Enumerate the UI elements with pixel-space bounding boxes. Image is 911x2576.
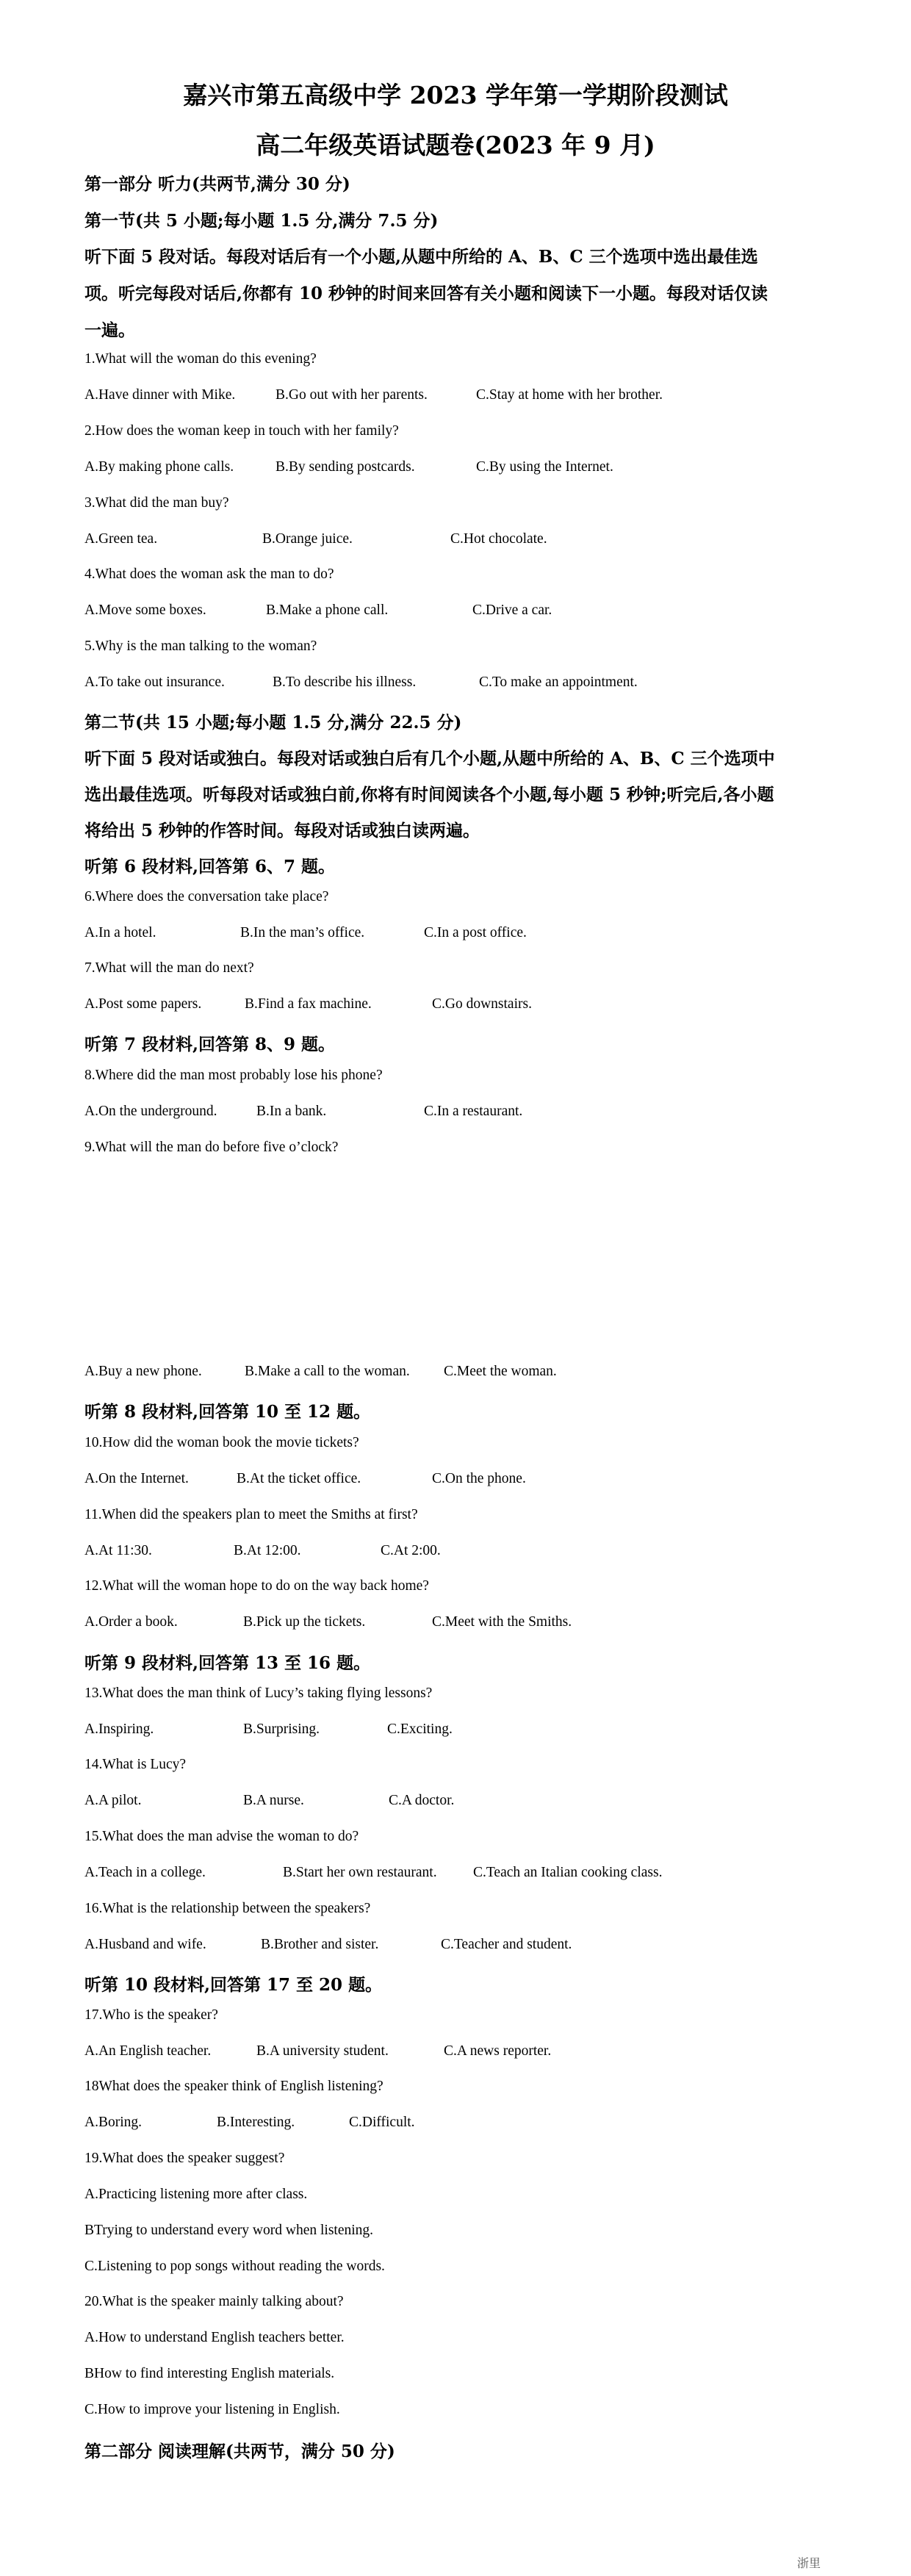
section2-heading: 第二节(共 15 小题;每小题 1.5 分,满分 22.5 分) (84, 713, 462, 733)
material-7-heading: 听第 7 段材料,回答第 8、9 题。 (84, 1035, 336, 1054)
question-20-option-a: A.How to understand English teachers better. (84, 2330, 345, 2345)
question-16-option-b: B.Brother and sister. (261, 1937, 379, 1952)
question-13-option-b: B.Surprising. (243, 1721, 320, 1737)
question-15-option-b: B.Start her own restaurant. (283, 1865, 437, 1880)
question-18-option-b: B.Interesting. (217, 2115, 295, 2130)
question-3: 3.What did the man buy? (84, 495, 229, 511)
question-4: 4.What does the woman ask the man to do? (84, 566, 334, 582)
question-8-option-c: C.In a restaurant. (424, 1104, 523, 1119)
question-14: 14.What is Lucy? (84, 1757, 187, 1772)
question-7: 7.What will the man do next? (84, 960, 254, 976)
question-1-option-c: C.Stay at home with her brother. (476, 387, 663, 403)
question-6-option-b: B.In the man’s office. (240, 925, 365, 940)
question-12-option-b: B.Pick up the tickets. (243, 1614, 366, 1630)
question-4-option-c: C.Drive a car. (472, 602, 552, 618)
question-8-option-a: A.On the underground. (84, 1104, 217, 1119)
question-19-option-c: C.Listening to pop songs without reading the words. (84, 2259, 385, 2274)
material-6-heading: 听第 6 段材料,回答第 6、7 题。 (84, 857, 336, 877)
question-14-option-a: A.A pilot. (84, 1793, 142, 1808)
question-6: 6.Where does the conversation take place? (84, 889, 329, 904)
question-16: 16.What is the relationship between the speakers? (84, 1901, 371, 1916)
question-14-option-b: B.A nurse. (243, 1793, 304, 1808)
question-10: 10.How did the woman book the movie tickets? (84, 1435, 359, 1450)
question-3-option-a: A.Green tea. (84, 531, 158, 547)
question-1-option-b: B.Go out with her parents. (276, 387, 428, 403)
question-19-option-a: A.Practicing listening more after class. (84, 2187, 308, 2202)
question-12-option-c: C.Meet with the Smiths. (432, 1614, 572, 1630)
question-17: 17.Who is the speaker? (84, 2007, 218, 2023)
question-3-option-c: C.Hot chocolate. (450, 531, 547, 547)
section1-instruction-line: 听下面 5 段对话。每段对话后有一个小题,从题中所给的 A、B、C 三个选项中选出最佳选 (84, 247, 758, 267)
question-17-option-b: B.A university student. (256, 2043, 389, 2059)
question-4-option-a: A.Move some boxes. (84, 602, 206, 618)
question-18-option-a: A.Boring. (84, 2115, 142, 2130)
question-16-option-c: C.Teacher and student. (441, 1937, 572, 1952)
question-1: 1.What will the woman do this evening? (84, 351, 317, 367)
question-2: 2.How does the woman keep in touch with her family? (84, 423, 399, 439)
question-15-option-c: C.Teach an Italian cooking class. (473, 1865, 663, 1880)
question-3-option-b: B.Orange juice. (262, 531, 353, 547)
section2-instruction-line: 将给出 5 秒钟的作答时间。每段对话或独白读两遍。 (84, 821, 480, 841)
question-7-option-c: C.Go downstairs. (432, 996, 532, 1012)
question-2-option-b: B.By sending postcards. (276, 459, 415, 475)
question-16-option-a: A.Husband and wife. (84, 1937, 206, 1952)
question-15: 15.What does the man advise the woman to do? (84, 1829, 359, 1844)
part2-heading: 第二部分 阅读理解(共两节，满分 50 分) (84, 2442, 395, 2461)
question-9-option-b: B.Make a call to the woman. (245, 1364, 410, 1379)
question-2-option-c: C.By using the Internet. (476, 459, 613, 475)
question-20-option-c: C.How to improve your listening in English. (84, 2402, 340, 2417)
question-18: 18What does the speaker think of English listening? (84, 2079, 384, 2094)
question-11: 11.When did the speakers plan to meet the Smiths at first? (84, 1507, 418, 1522)
material-10-heading: 听第 10 段材料,回答第 17 至 20 题。 (84, 1975, 383, 1995)
question-17-option-c: C.A news reporter. (444, 2043, 552, 2059)
question-6-option-c: C.In a post office. (424, 925, 527, 940)
question-5: 5.Why is the man talking to the woman? (84, 638, 317, 654)
section1-instruction-line: 项。听完每段对话后,你都有 10 秒钟的时间来回答有关小题和阅读下一小题。每段对话仅读 (84, 284, 768, 303)
question-20: 20.What is the speaker mainly talking about? (84, 2294, 344, 2309)
question-6-option-a: A.In a hotel. (84, 925, 156, 940)
part1-heading: 第一部分 听力(共两节,满分 30 分) (84, 174, 350, 194)
question-1-option-a: A.Have dinner with Mike. (84, 387, 236, 403)
footer-mark: 浙里 (797, 2556, 821, 2570)
question-19: 19.What does the speaker suggest? (84, 2151, 285, 2166)
question-10-option-c: C.On the phone. (432, 1471, 526, 1486)
question-4-option-b: B.Make a phone call. (266, 602, 389, 618)
question-7-option-a: A.Post some papers. (84, 996, 202, 1012)
exam-subtitle: 高二年级英语试题卷(2023 年 9 月) (256, 131, 655, 159)
section1-instruction-line: 一遍。 (84, 320, 135, 340)
section1-heading: 第一节(共 5 小题;每小题 1.5 分,满分 7.5 分) (84, 211, 439, 231)
exam-title: 嘉兴市第五高级中学 2023 学年第一学期阶段测试 (183, 81, 728, 109)
question-8-option-b: B.In a bank. (256, 1104, 327, 1119)
question-5-option-c: C.To make an appointment. (479, 674, 638, 690)
question-10-option-b: B.At the ticket office. (237, 1471, 361, 1486)
question-12-option-a: A.Order a book. (84, 1614, 178, 1630)
question-13-option-c: C.Exciting. (387, 1721, 453, 1737)
question-5-option-b: B.To describe his illness. (273, 674, 417, 690)
question-11-option-a: A.At 11:30. (84, 1543, 152, 1558)
question-10-option-a: A.On the Internet. (84, 1471, 189, 1486)
material-9-heading: 听第 9 段材料,回答第 13 至 16 题。 (84, 1653, 371, 1673)
question-15-option-a: A.Teach in a college. (84, 1865, 206, 1880)
question-7-option-b: B.Find a fax machine. (245, 996, 372, 1012)
question-9: 9.What will the man do before five o’clock? (84, 1140, 339, 1155)
question-19-option-b: BTrying to understand every word when listening. (84, 2223, 374, 2238)
question-9-option-c: C.Meet the woman. (444, 1364, 557, 1379)
question-18-option-c: C.Difficult. (349, 2115, 415, 2130)
question-2-option-a: A.By making phone calls. (84, 459, 234, 475)
question-12: 12.What will the woman hope to do on the way back home? (84, 1578, 429, 1594)
question-13-option-a: A.Inspiring. (84, 1721, 154, 1737)
section2-instruction-line: 选出最佳选项。听每段对话或独白前,你将有时间阅读各个小题,每小题 5 秒钟;听完后,各小题 (84, 785, 774, 805)
section2-instruction-line: 听下面 5 段对话或独白。每段对话或独白后有几个小题,从题中所给的 A、B、C 三个选项中 (84, 749, 775, 769)
question-11-option-b: B.At 12:00. (234, 1543, 301, 1558)
question-14-option-c: C.A doctor. (389, 1793, 455, 1808)
question-13: 13.What does the man think of Lucy’s taking flying lessons? (84, 1685, 433, 1701)
question-11-option-c: C.At 2:00. (381, 1543, 441, 1558)
question-20-option-b: BHow to find interesting English materials. (84, 2366, 335, 2381)
question-8: 8.Where did the man most probably lose his phone? (84, 1068, 383, 1083)
question-5-option-a: A.To take out insurance. (84, 674, 225, 690)
question-9-option-a: A.Buy a new phone. (84, 1364, 202, 1379)
question-17-option-a: A.An English teacher. (84, 2043, 212, 2059)
material-8-heading: 听第 8 段材料,回答第 10 至 12 题。 (84, 1402, 371, 1422)
